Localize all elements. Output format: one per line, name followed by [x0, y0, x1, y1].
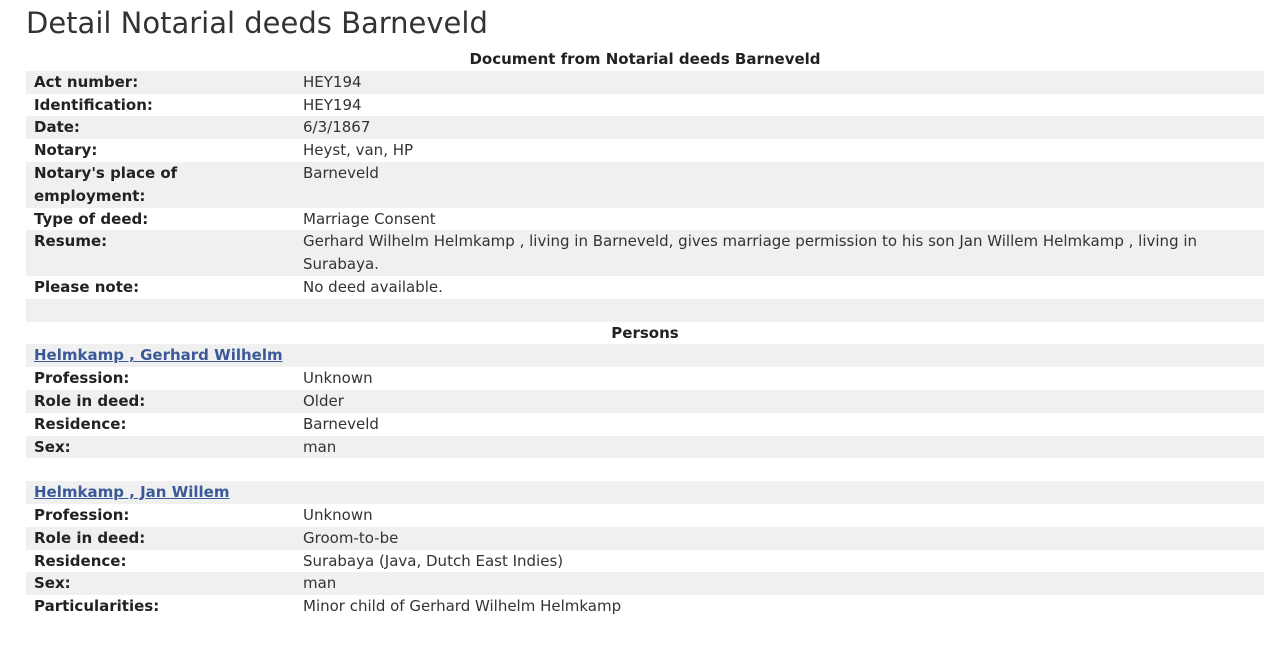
detail-label: Profession: — [34, 369, 130, 388]
detail-value: Unknown — [303, 505, 373, 524]
person-name-row — [26, 344, 1264, 367]
spacer-cell — [26, 458, 1264, 481]
detail-value: man — [303, 574, 337, 593]
detail-value: Surabaya (Java, Dutch East Indies) — [303, 551, 564, 570]
detail-label: Please note: — [34, 277, 140, 296]
detail-row-please-note — [26, 276, 1264, 299]
detail-label: Sex: — [34, 437, 71, 456]
person-row-sex — [26, 572, 1264, 595]
detail-value: HEY194 — [303, 72, 362, 91]
person-row-residence — [26, 413, 1264, 436]
deed-detail-table — [26, 48, 1264, 618]
detail-label: Residence: — [34, 551, 127, 570]
spacer-row — [26, 299, 1264, 322]
spacer-cell — [26, 299, 1264, 322]
spacer-row — [26, 458, 1264, 481]
person-name-cell — [26, 344, 1264, 367]
detail-value: Minor child of Gerhard Wilhelm Helmkamp — [303, 597, 622, 616]
page-title: Detail Notarial deeds Barneveld — [26, 6, 488, 40]
detail-value: Heyst, van, HP — [303, 141, 414, 160]
detail-value: Barneveld — [303, 163, 379, 182]
detail-row-place-of-employment — [26, 162, 1264, 208]
person-name-cell — [26, 481, 1264, 504]
person-row-sex — [26, 436, 1264, 459]
detail-value: Older — [303, 391, 344, 410]
detail-row-act-number — [26, 71, 1264, 94]
detail-label: Residence: — [34, 414, 127, 433]
person-row-role — [26, 390, 1264, 413]
detail-label: Type of deed: — [34, 209, 149, 228]
detail-value: Groom-to-be — [303, 528, 399, 547]
person-link-gerhard-wilhelm[interactable]: Helmkamp , Gerhard Wilhelm — [34, 346, 283, 365]
detail-label: Role in deed: — [34, 528, 146, 547]
detail-label: Resume: — [34, 232, 108, 251]
detail-label: Date: — [34, 118, 80, 137]
detail-label: Sex: — [34, 574, 71, 593]
persons-heading-row — [26, 322, 1264, 345]
detail-row-type-of-deed — [26, 208, 1264, 231]
detail-row-date — [26, 116, 1264, 139]
detail-value: 6/3/1867 — [303, 118, 371, 137]
detail-row-notary — [26, 139, 1264, 162]
detail-row-resume — [26, 230, 1264, 276]
detail-value: Barneveld — [303, 414, 379, 433]
detail-value: Unknown — [303, 369, 373, 388]
detail-label: Particularities: — [34, 597, 160, 616]
person-name-row — [26, 481, 1264, 504]
person-row-particularities — [26, 595, 1264, 618]
person-row-role — [26, 527, 1264, 550]
person-row-profession — [26, 367, 1264, 390]
detail-label: Act number: — [34, 72, 139, 91]
detail-value: No deed available. — [303, 277, 443, 296]
detail-value: HEY194 — [303, 95, 362, 114]
detail-label: Notary's place of employment: — [34, 163, 178, 205]
document-heading: Document from Notarial deeds Barneveld — [469, 50, 821, 68]
document-heading-row — [26, 48, 1264, 71]
persons-heading: Persons — [611, 323, 679, 342]
detail-label: Notary: — [34, 141, 98, 160]
detail-label: Profession: — [34, 505, 130, 524]
detail-value: Marriage Consent — [303, 209, 436, 228]
person-row-residence — [26, 550, 1264, 573]
detail-row-identification — [26, 94, 1264, 117]
detail-label: Role in deed: — [34, 391, 146, 410]
detail-label: Identification: — [34, 95, 153, 114]
person-row-profession — [26, 504, 1264, 527]
detail-value: Gerhard Wilhelm Helmkamp , living in Barneveld, gives marriage permission to his son Jan Willem Helmkamp , living in Surabaya. — [303, 232, 1198, 274]
person-link-jan-willem[interactable]: Helmkamp , Jan Willem — [34, 483, 230, 502]
detail-value: man — [303, 437, 337, 456]
